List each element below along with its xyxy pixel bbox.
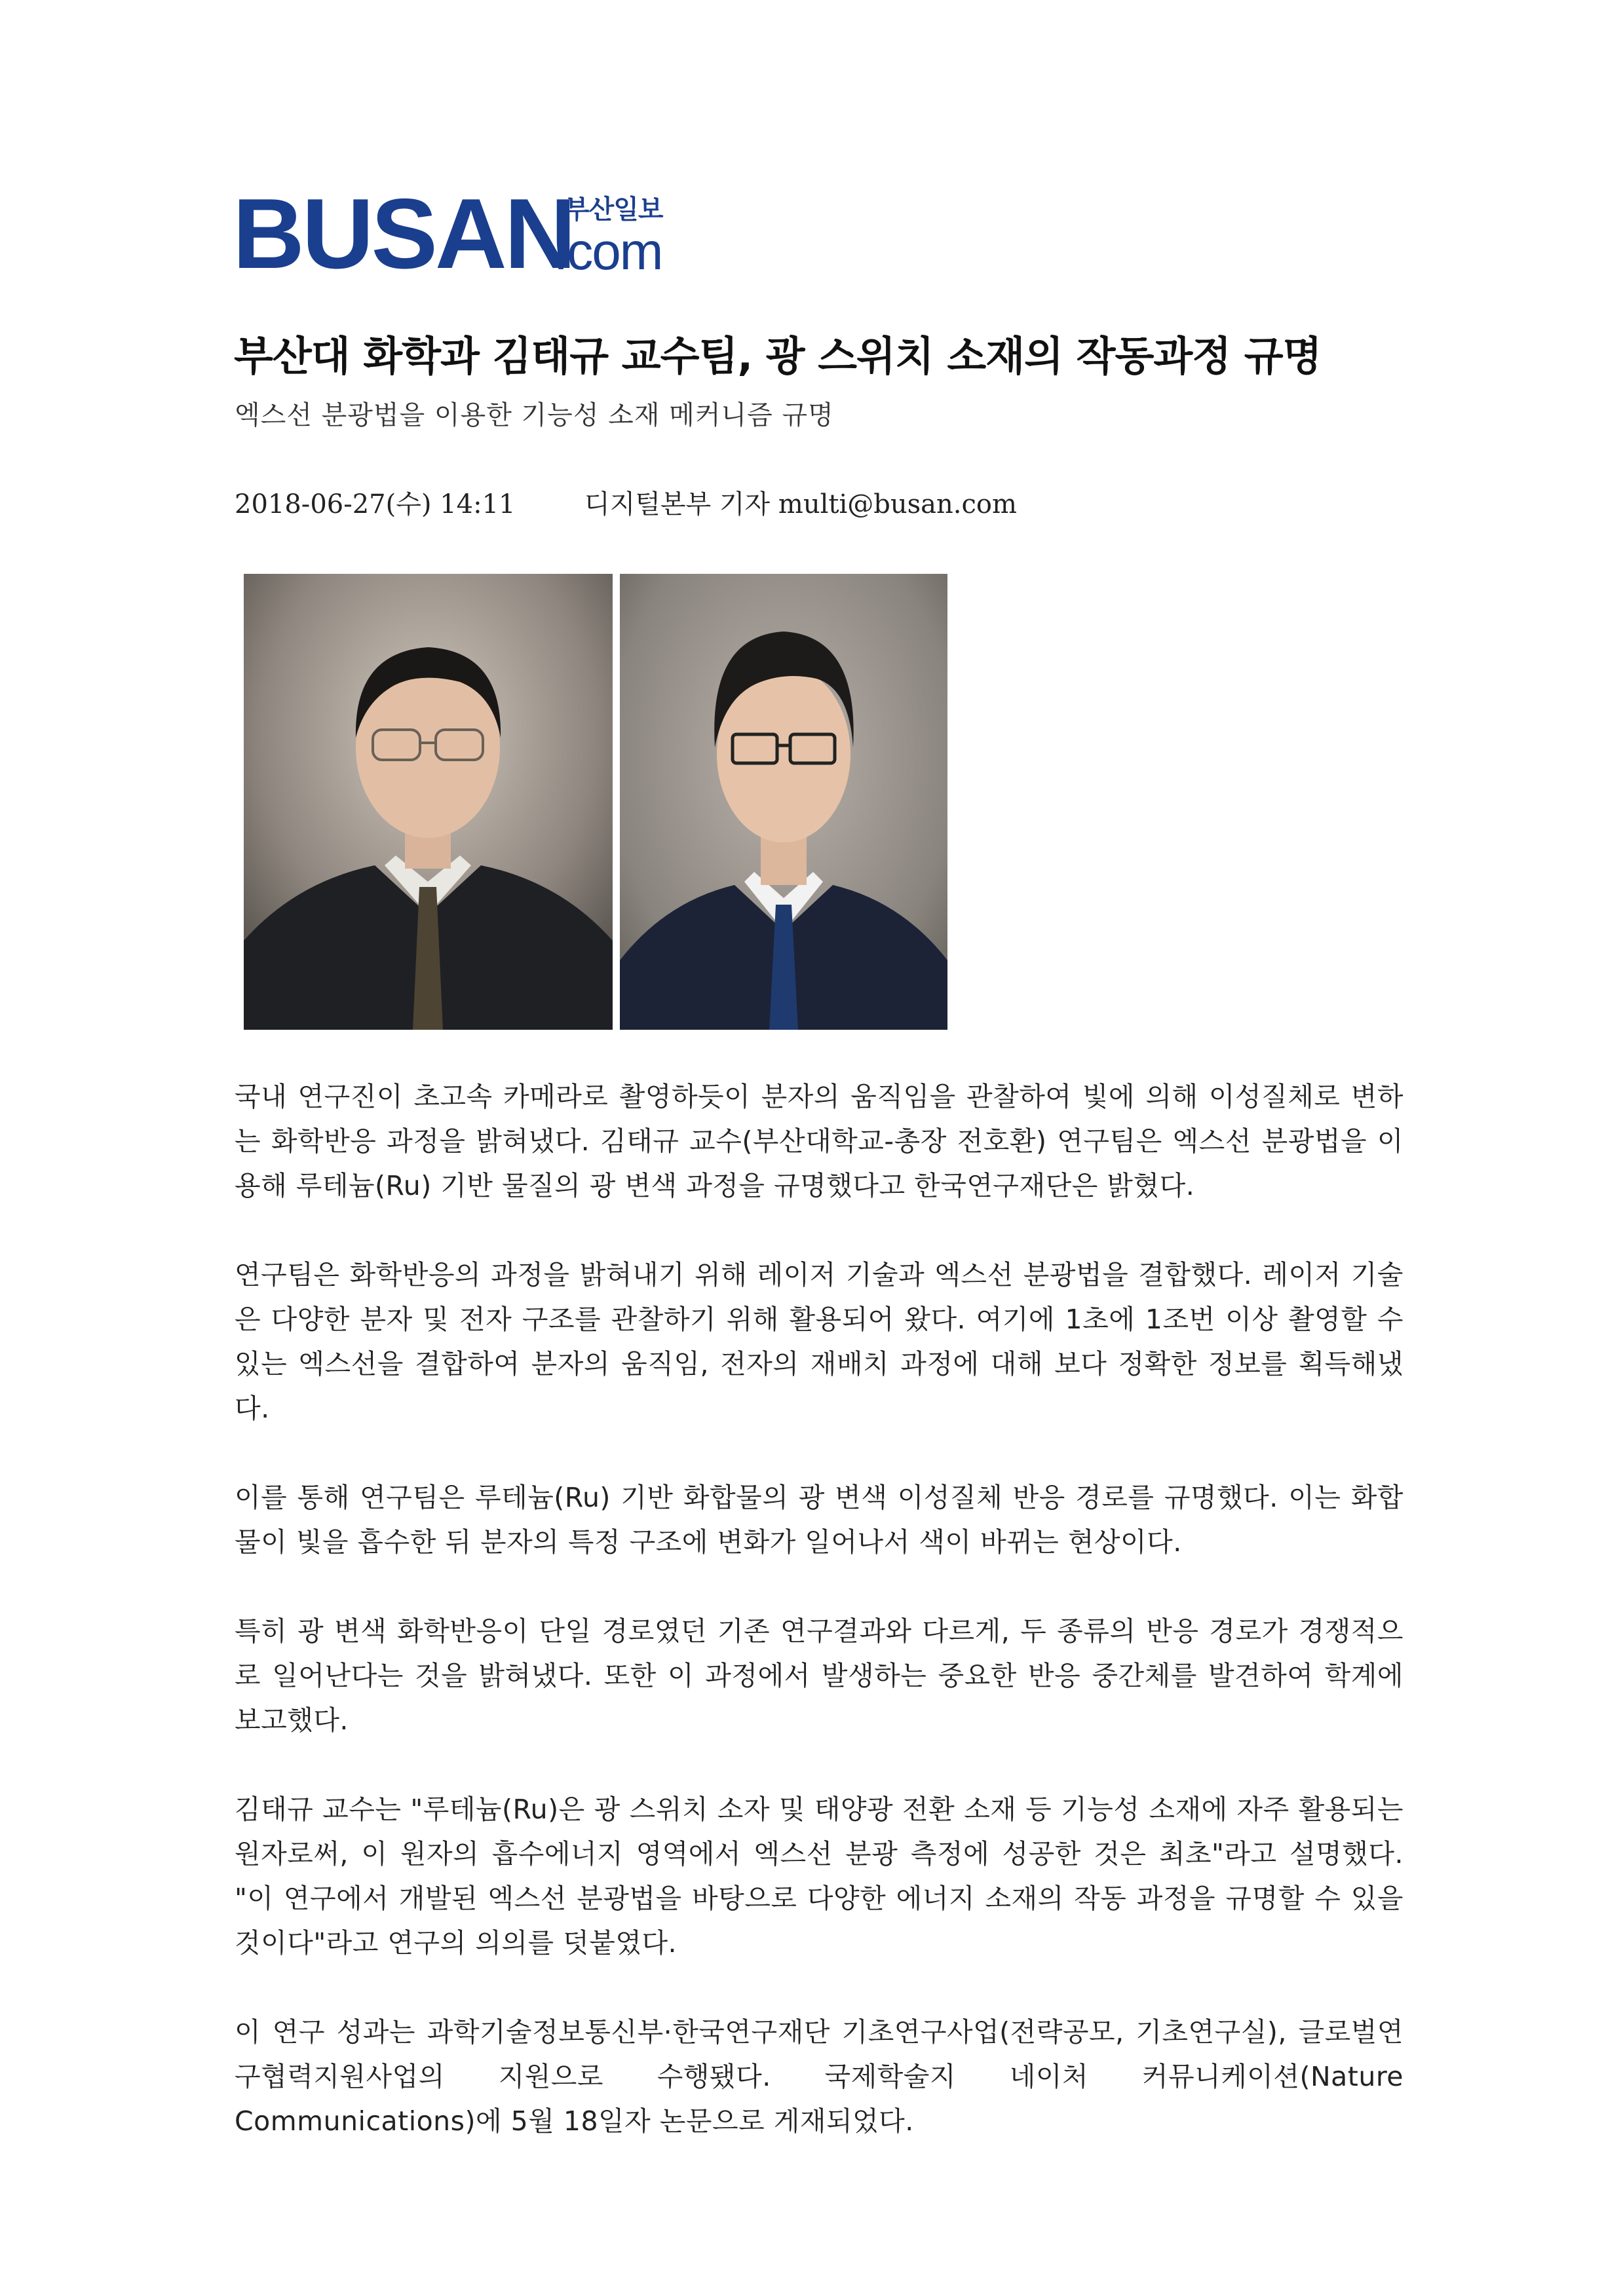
article-body (235, 1074, 1403, 2188)
busan-logo[interactable] (233, 178, 704, 290)
portrait-image-right (620, 574, 947, 1030)
article-paragraph: 연구팀은 화학반응의 과정을 밝혀내기 위해 레이저 기술과 엑스선 분광법을 결합했다. 레이저 기술은 다양한 분자 및 전자 구조를 관찰하기 위해 활용되어 왔다. 여기에 1초에 1조번 이상 촬영할 수 있는 엑스선을 결합하여 분자의 움직임, 전자의 재배치 과정에 대해 보다 정확한 정보를 획득해냈다. (235, 1259, 1403, 1424)
portrait-image-left (244, 574, 613, 1030)
article-byline: 디지털본부 기자 multi@busan.com (584, 489, 1017, 519)
article-meta (235, 483, 1217, 525)
article-paragraph: 이 연구 성과는 과학기술정보통신부·한국연구재단 기초연구사업(전략공모, 기초연구실), 글로벌연구협력지원사업의 지원으로 수행됐다. 국제학술지 네이처 커뮤니케이션(Nature Communications)에 5월 18일자 논문으로 게재되었다. (235, 2016, 1403, 2137)
article-date: 2018-06-27(수) 14:11 (235, 489, 516, 519)
portrait-photo-researcher (620, 574, 947, 1030)
article-subheadline: 엑스선 분광법을 이용한 기능성 소재 메커니즘 규명 (235, 400, 834, 430)
article-paragraph: 김태규 교수는 "루테늄(Ru)은 광 스위치 소자 및 태양광 전환 소재 등 기능성 소재에 자주 활용되는 원자로써, 이 원자의 흡수에너지 영역에서 엑스선 분광 측정에 성공한 것은 최초"라고 설명했다. "이 연구에서 개발된 엑스선 분광법을 바탕으로 다양한 에너지 소재의 작동 과정을 규명할 수 있을 것이다"라고 연구의 의의를 덧붙였다. (235, 1794, 1403, 1959)
portrait-photo-professor (244, 574, 613, 1030)
article-paragraph: 이를 통해 연구팀은 루테늄(Ru) 기반 화합물의 광 변색 이성질체 반응 경로를 규명했다. 이는 화합물이 빛을 흡수한 뒤 분자의 특정 구조에 변화가 일어나서 색이 바뀌는 현상이다. (235, 1482, 1403, 1558)
logo-brand-text: BUSAN (233, 178, 574, 290)
article-headline: 부산대 화학과 김태규 교수팀, 광 스위치 소재의 작동과정 규명 (234, 332, 1322, 380)
logo-domain-text: .com (554, 222, 662, 280)
logo-korean-text: 부산일보 (564, 195, 663, 225)
article-paragraph: 특히 광 변색 화학반응이 단일 경로였던 기존 연구결과와 다르게, 두 종류의 반응 경로가 경쟁적으로 일어난다는 것을 밝혀냈다. 또한 이 과정에서 발생하는 중요한 반응 중간체를 발견하여 학계에 보고했다. (235, 1615, 1403, 1736)
article-paragraph: 국내 연구진이 초고속 카메라로 촬영하듯이 분자의 움직임을 관찰하여 빛에 의해 이성질체로 변하는 화학반응 과정을 밝혀냈다. 김태규 교수(부산대학교-총장 전호환) 연구팀은 엑스선 분광법을 이용해 루테늄(Ru) 기반 물질의 광 변색 과정을 규명했다고 한국연구재단은 밝혔다. (235, 1081, 1403, 1201)
